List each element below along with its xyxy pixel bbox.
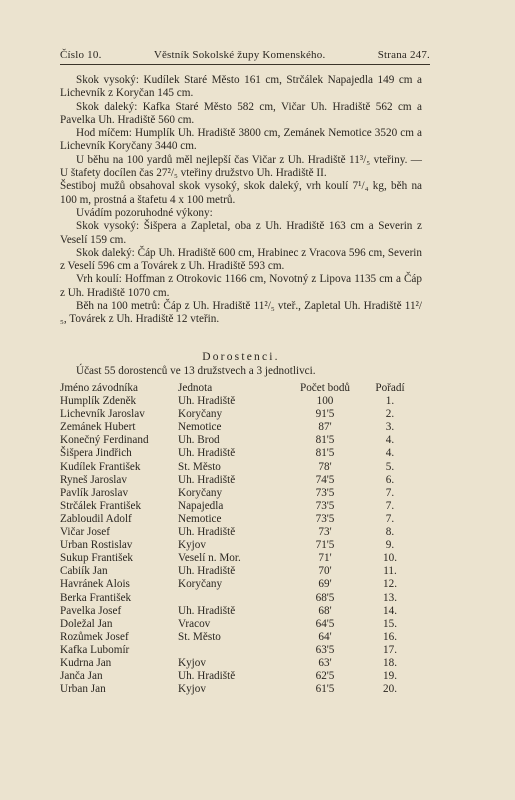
cell-club: St. Město [178,460,221,473]
cell-name: Doležal Jan [60,617,113,630]
paragraph: Běh na 100 metrů: Čáp z Uh. Hradiště 11²/₅ vteř., Zapletal Uh. Hradiště 11²/₅, Továrek z Uh. Hradiště 12 vteřin. [60,300,422,326]
cell-club: Koryčany [178,578,223,591]
paragraph: Šestiboj mužů obsahoval skok vysoký, skok daleký, vrh koulí 7¹/₄ kg, běh na 100 m, prostná a štafetu 4 x 100 metrů. [60,180,422,206]
page-header [60,49,430,61]
cell-name: Vičar Josef [60,526,110,539]
table-row [60,500,420,513]
cell-rank: 12. [383,578,397,591]
cell-name: Zabloudil Adolf [60,512,132,525]
table-row [60,605,420,618]
section-title: Dorostenci. [202,351,280,363]
cell-rank: 4. [385,447,395,460]
table-row [60,552,420,565]
cell-name: Strčálek František [60,499,142,512]
cell-name: Janča Jan [60,670,103,683]
cell-rank: 3. [385,421,395,434]
cell-club: Kyjov [178,683,206,696]
cell-name: Ryneš Jaroslav [60,473,127,486]
table-row [60,526,420,539]
paragraph: Hod míčem: Humplík Uh. Hradiště 3800 cm, Zemánek Nemotice 3520 cm a Lichevník Koryčany 3440 cm. [60,127,422,153]
table-row [60,631,420,644]
cell-points: 68' [318,604,332,617]
cell-club: St. Město [178,630,221,643]
cell-rank: 17. [383,643,397,656]
cell-club: Uh. Hradiště [178,473,236,486]
page-number: Strana 247. [377,49,430,61]
table-row [60,395,420,408]
cell-rank: 1. [385,395,395,408]
column-header-points: Počet bodů [299,382,351,394]
cell-name: Berka František [60,591,132,604]
table-row [60,657,420,670]
table-row [60,421,420,434]
cell-name: Lichevník Jaroslav [60,408,145,421]
cell-club: Napajedla [178,499,224,512]
table-row [60,513,420,526]
cell-rank: 6. [385,473,395,486]
paragraph: U běhu na 100 yardů měl nejlepší čas Vičar z Uh. Hradiště 11³/₅ vteřiny. — U štafety docílen čas 27²/₅ vteřiny družstvo Uh. Hradiště II. [60,153,422,180]
cell-points: 70' [318,565,332,578]
table-row [60,618,420,631]
cell-points: 73'5 [315,486,335,499]
cell-rank: 8. [385,526,395,539]
cell-name: Kudílek František [60,460,141,473]
cell-rank: 7. [385,499,395,512]
paragraph: Vrh koulí: Hoffman z Otrokovic 1166 cm, Novotný z Lipova 1135 cm a Čáp z Uh. Hradiště 1070 cm. [60,273,422,299]
cell-club: Nemotice [178,421,222,434]
cell-points: 64'5 [315,617,335,630]
cell-name: Cabiík Jan [60,565,108,578]
cell-name: Pavelka Josef [60,604,122,617]
cell-name: Rozůmek Josef [60,630,129,643]
table-row [60,539,420,552]
cell-rank: 9. [385,539,395,552]
cell-points: 68'5 [315,591,335,604]
cell-club: Uh. Brod [178,434,220,447]
article-body [60,74,422,327]
cell-club: Uh. Hradiště [178,670,236,683]
cell-points: 87' [318,421,332,434]
cell-rank: 11. [383,565,397,578]
cell-club: Veselí n. Mor. [178,552,241,565]
header-rule [60,64,430,65]
cell-points: 71'5 [315,539,335,552]
cell-club: Uh. Hradiště [178,604,236,617]
cell-club: Uh. Hradiště [178,565,236,578]
cell-points: 71' [318,552,332,565]
table-row [60,487,420,500]
cell-name: Havránek Alois [60,578,130,591]
cell-club: Koryčany [178,486,223,499]
cell-points: 100 [316,395,334,408]
cell-rank: 20. [383,683,397,696]
table-row [60,578,420,591]
cell-points: 64' [318,630,332,643]
cell-rank: 10. [383,552,397,565]
cell-rank: 16. [383,630,397,643]
table-row [60,592,420,605]
cell-rank: 19. [383,670,397,683]
column-header-name: Jméno závodníka [60,382,138,394]
table-row [60,683,420,696]
table-row [60,434,420,447]
cell-name: Kudrna Jan [60,656,112,669]
table-row [60,670,420,683]
cell-points: 78' [318,460,332,473]
cell-points: 74'5 [315,473,335,486]
table-row [60,565,420,578]
cell-club: Uh. Hradiště [178,395,236,408]
cell-rank: 2. [385,408,395,421]
cell-club: Koryčany [178,408,223,421]
cell-name: Šišpera Jindřich [60,447,132,460]
cell-points: 81'5 [315,447,335,460]
cell-club: Vracov [178,617,211,630]
paragraph: Skok daleký: Čáp Uh. Hradiště 600 cm, Hrabinec z Vracova 596 cm, Severin z Veselí 596 cm a Továrek z Uh. Hradiště 593 cm. [60,246,422,273]
cell-rank: 7. [385,486,395,499]
cell-club: Uh. Hradiště [178,447,236,460]
cell-name: Humplík Zdeněk [60,395,137,408]
cell-name: Sukup František [60,552,134,565]
cell-points: 73'5 [315,512,335,525]
table-row [60,644,420,657]
cell-rank: 18. [383,656,397,669]
cell-points: 62'5 [315,670,335,683]
table-row [60,408,420,421]
cell-rank: 5. [385,460,395,473]
cell-rank: 13. [383,591,397,604]
cell-points: 63' [318,656,332,669]
cell-name: Kafka Lubomír [60,643,130,656]
cell-club [178,592,290,605]
table-header-row [60,382,420,395]
cell-club: Uh. Hradiště [178,526,236,539]
cell-rank: 7. [385,512,395,525]
section-intro: Účast 55 dorostenců ve 13 družstvech a 3 jednotlivci. [76,365,316,377]
cell-name: Urban Jan [60,683,106,696]
table-row [60,474,420,487]
cell-rank: 4. [385,434,395,447]
paragraph: Uvádím pozoruhodné výkony: [76,206,213,219]
table-row [60,447,420,460]
results-table [60,382,420,696]
cell-points: 63'5 [315,643,335,656]
cell-points: 69' [318,578,332,591]
table-row [60,461,420,474]
cell-name: Zemánek Hubert [60,421,136,434]
cell-rank: 15. [383,617,397,630]
column-header-rank: Pořadí [375,382,405,394]
cell-club: Nemotice [178,512,222,525]
cell-club [178,644,290,657]
cell-name: Urban Rostislav [60,539,133,552]
journal-title: Věstník Sokolské župy Komenského. [153,49,326,61]
paragraph: Skok daleký: Kafka Staré Město 582 cm, Vičar Uh. Hradiště 562 cm a Pavelka Uh. Hradiště 560 cm. [60,100,422,126]
paragraph: Skok vysoký: Kudílek Staré Město 161 cm, Strčálek Napajedla 149 cm a Lichevník z Koryčan 145 cm. [60,74,422,100]
cell-club: Kyjov [178,539,206,552]
column-header-club: Jednota [178,382,213,394]
cell-rank: 14. [383,604,397,617]
issue-number: Číslo 10. [60,49,102,61]
cell-points: 91'5 [315,408,335,421]
cell-points: 61'5 [315,683,335,696]
cell-name: Pavlík Jaroslav [60,486,129,499]
cell-name: Konečný Ferdinand [60,434,149,447]
cell-points: 81'5 [315,434,335,447]
paragraph: Skok vysoký: Šišpera a Zapletal, oba z Uh. Hradiště 163 cm a Severin z Veselí 159 cm. [60,220,422,246]
cell-club: Kyjov [178,656,206,669]
cell-points: 73'5 [315,499,335,512]
cell-points: 73' [318,526,332,539]
